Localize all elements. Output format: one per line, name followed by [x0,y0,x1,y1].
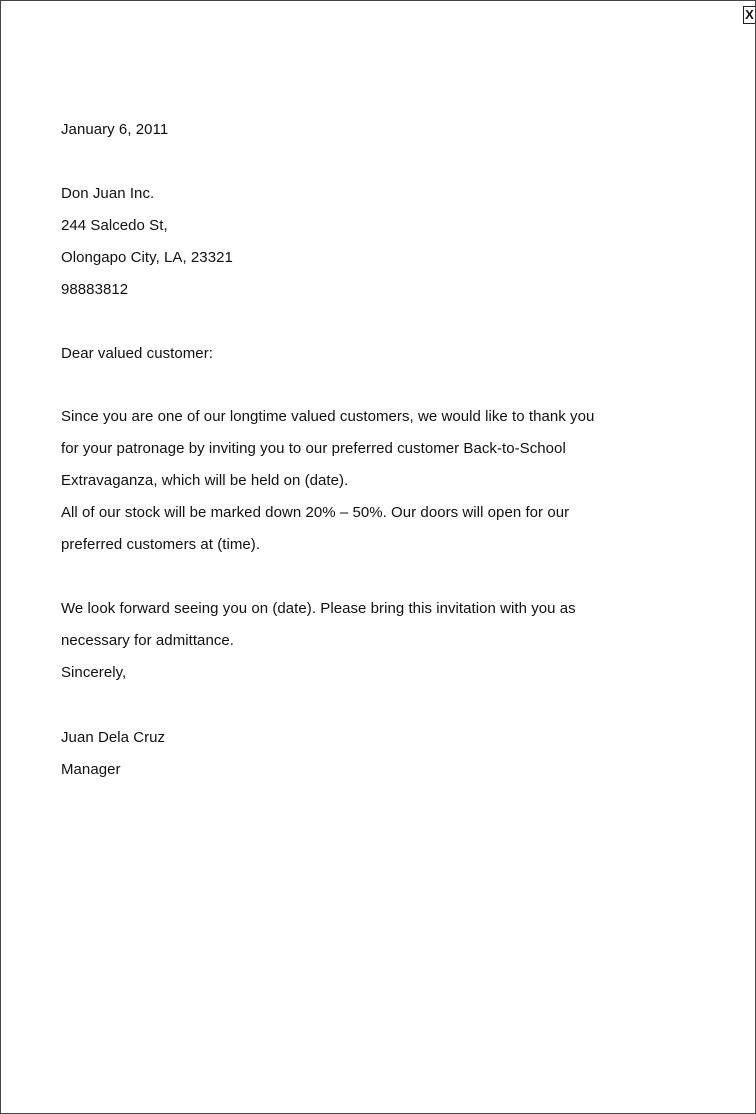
paragraph2-line: necessary for admittance. [61,632,234,649]
paragraph2-line: We look forward seeing you on (date). Please bring this invitation with you as [61,600,576,617]
address-phone: 98883812 [61,281,129,298]
close-icon[interactable]: X [743,6,755,24]
paragraph1-line: preferred customers at (time). [61,536,261,553]
signer-title: Manager [61,761,121,778]
closing: Sincerely, [61,664,127,681]
address-company: Don Juan Inc. [61,185,155,202]
letter-date: January 6, 2011 [61,121,169,138]
address-city: Olongapo City, LA, 23321 [61,249,233,266]
paragraph1-line: All of our stock will be marked down 20% – 50%. Our doors will open for our [61,504,570,521]
address-street: 244 Salcedo St, [61,217,168,234]
paragraph1-line: Since you are one of our longtime valued customers, we would like to thank you [61,408,595,425]
paragraph1-line: for your patronage by inviting you to our preferred customer Back-to-School [61,440,566,457]
signer-name: Juan Dela Cruz [61,729,166,746]
salutation: Dear valued customer: [61,345,213,362]
paragraph1-line: Extravaganza, which will be held on (date). [61,472,349,489]
